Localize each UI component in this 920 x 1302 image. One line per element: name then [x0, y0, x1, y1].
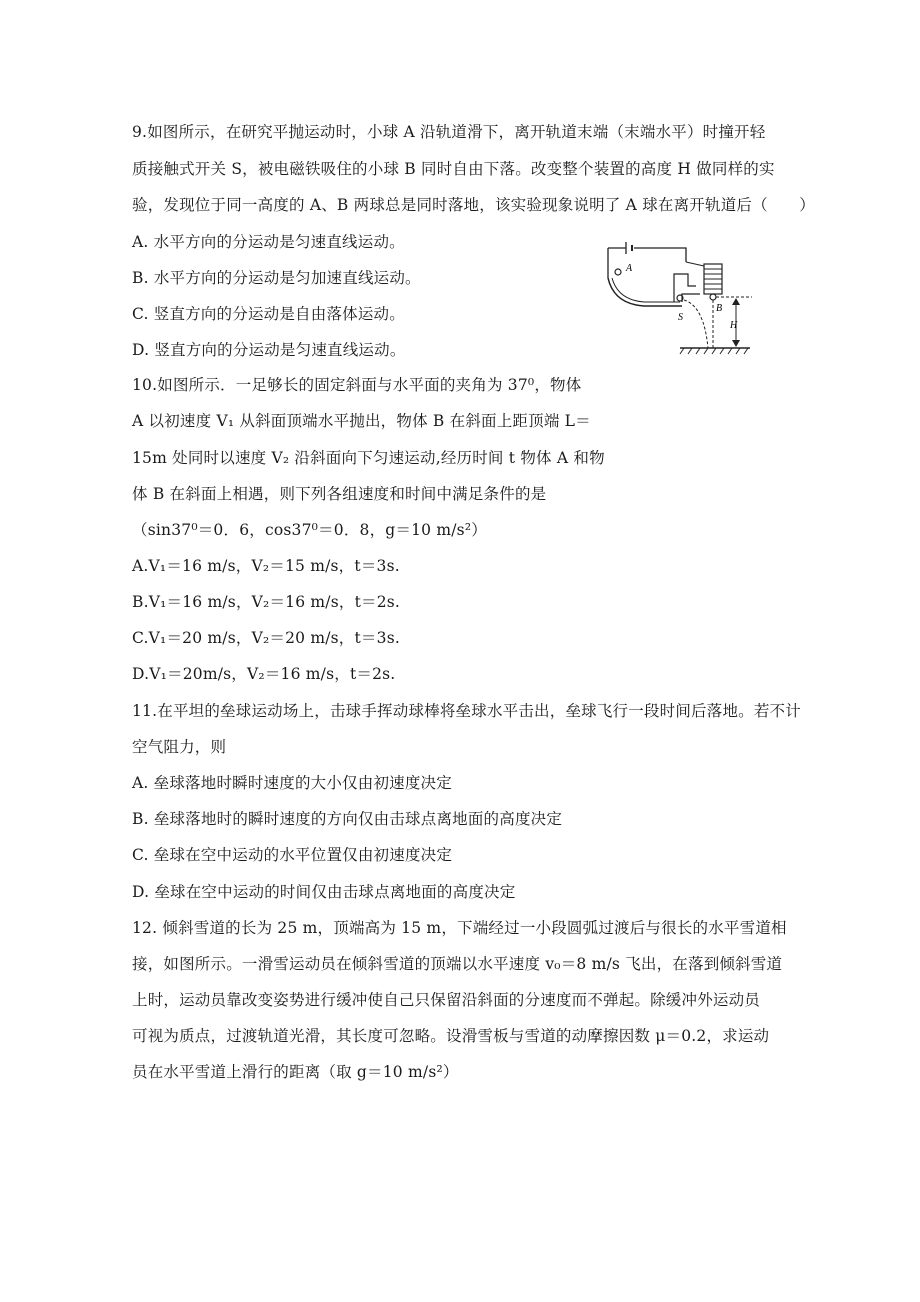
q10-option-c: C.V₁＝20 m/s，V₂＝20 m/s，t＝3s.	[132, 629, 400, 647]
q11-option-c: C. 垒球在空中运动的水平位置仅由初速度决定	[132, 846, 453, 864]
q11-option-d: D. 垒球在空中运动的时间仅由击球点离地面的高度决定	[132, 883, 516, 901]
q10-line-2: A 以初速度 V₁ 从斜面顶端水平抛出，物体 B 在斜面上距顶端 L＝	[132, 412, 591, 430]
q9-line-2: 质接触式开关 S，被电磁铁吸住的小球 B 同时自由下落。改变整个装置的高度 H 做同样的实	[132, 160, 775, 178]
figure-label-s: S	[678, 312, 683, 323]
q12-line-4: 可视为质点，过渡轨道光滑，其长度可忽略。设滑雪板与雪道的动摩擦因数 μ＝0.2，求运动	[132, 1027, 770, 1045]
q12-line-2: 接，如图所示。一滑雪运动员在倾斜雪道的顶端以水平速度 v₀＝8 m/s 飞出，在落到倾斜雪道	[132, 955, 783, 973]
q10-option-d: D.V₁＝20m/s，V₂＝16 m/s，t＝2s.	[132, 665, 396, 683]
q11-option-a: A. 垒球落地时瞬时速度的大小仅由初速度决定	[132, 774, 452, 792]
q9-option-c: C. 竖直方向的分运动是自由落体运动。	[132, 305, 405, 323]
q12-line-1: 12. 倾斜雪道的长为 25 m，顶端高为 15 m，下端经过一小段圆弧过渡后与很长的水平雪道相	[132, 919, 787, 937]
q10-line-3: 15m 处同时以速度 V₂ 沿斜面向下匀速运动,经历时间 t 物体 A 和物	[132, 449, 605, 467]
q10-option-b: B.V₁＝16 m/s，V₂＝16 m/s，t＝2s.	[132, 593, 401, 611]
figure-label-a: A	[626, 263, 633, 274]
q11-line-2: 空气阻力，则	[132, 738, 227, 756]
q11-option-b: B. 垒球落地时的瞬时速度的方向仅由击球点离地面的高度决定	[132, 810, 563, 828]
q12-line-5: 员在水平雪道上滑行的距离（取 g＝10 m/s²）	[132, 1063, 459, 1081]
q10-line-1: 10.如图所示．一足够长的固定斜面与水平面的夹角为 37⁰，物体	[132, 376, 582, 394]
q10-option-a: A.V₁＝16 m/s，V₂＝15 m/s，t＝3s.	[132, 557, 400, 575]
q9-option-d: D. 竖直方向的分运动是匀速直线运动。	[132, 341, 406, 359]
q9-option-a: A. 水平方向的分运动是匀速直线运动。	[132, 233, 405, 251]
q9-line-3: 验，发现位于同一高度的 A、B 两球总是同时落地，该实验现象说明了 A 球在离开轨道后（ ）	[132, 196, 815, 214]
q9-line-1: 9.如图所示，在研究平抛运动时，小球 A 沿轨道滑下，离开轨道末端（末端水平）时撞开轻	[132, 123, 766, 141]
q9-option-b: B. 水平方向的分运动是匀加速直线运动。	[132, 269, 421, 287]
q11-line-1: 11.在平坦的垒球运动场上，击球手挥动球棒将垒球水平击出，垒球飞行一段时间后落地。若不计	[132, 702, 801, 720]
q10-line-4: 体 B 在斜面上相遇，则下列各组速度和时间中满足条件的是	[132, 485, 547, 503]
q12-line-3: 上时，运动员靠改变姿势进行缓冲使自己只保留沿斜面的分速度而不弹起。除缓冲外运动员	[132, 991, 761, 1009]
figure-label-b: B	[716, 303, 723, 314]
projectile-apparatus-figure	[604, 236, 756, 356]
figure-label-h: H	[730, 320, 738, 331]
q10-line-5: （sin37⁰＝0．6，cos37⁰＝0．8，g＝10 m/s²）	[132, 521, 487, 539]
